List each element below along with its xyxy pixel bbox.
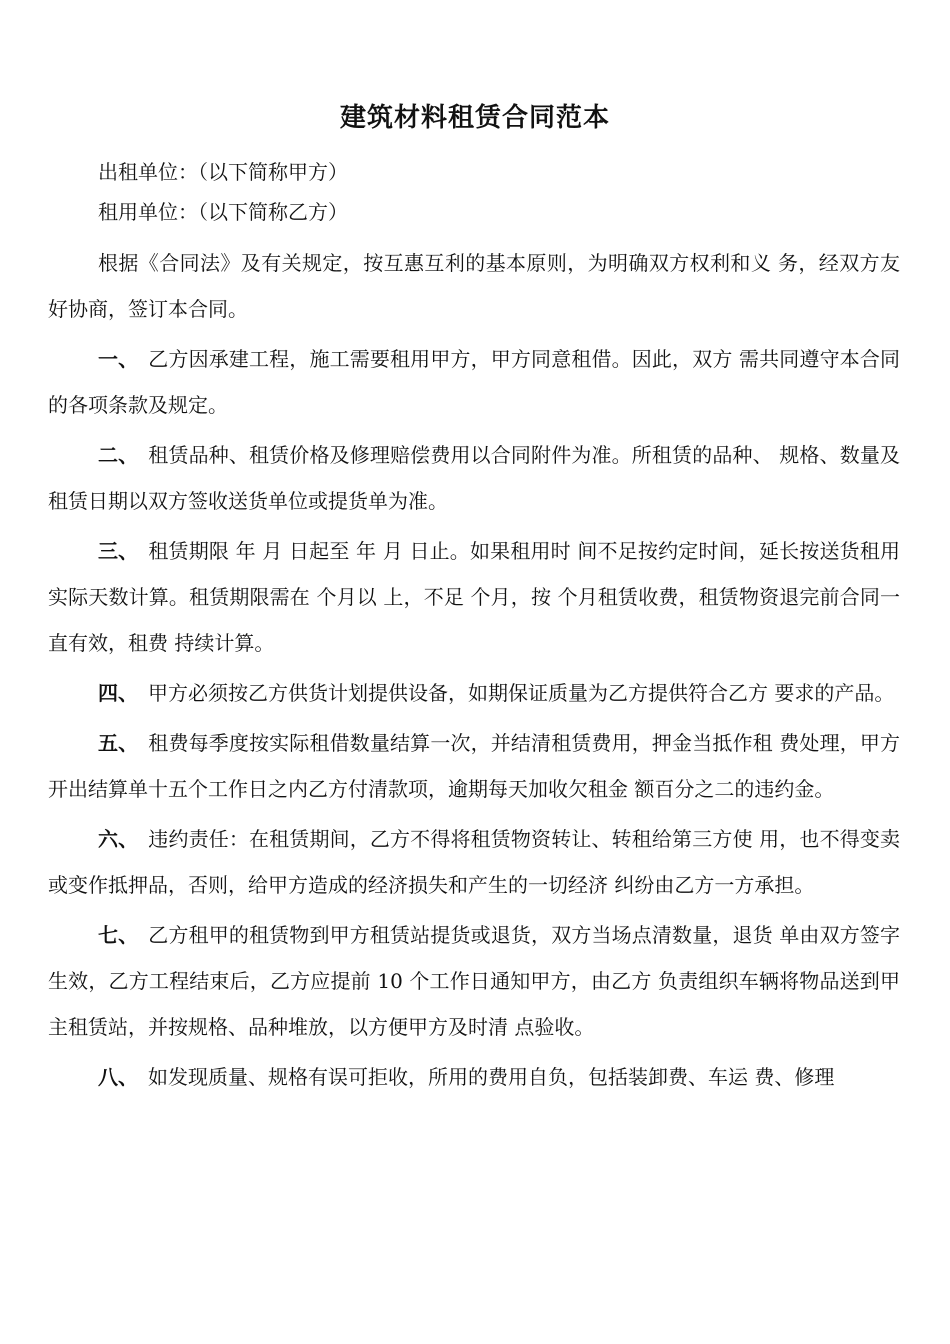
- lessee-line: 租用单位：（以下简称乙方）: [98, 200, 348, 224]
- clause-1: [48, 336, 900, 428]
- clause-number: 五、: [98, 731, 139, 755]
- clause-text: 如发现质量、规格有误可拒收，所用的费用自负，包括装卸费、车运 费、修理: [148, 1065, 835, 1089]
- clause-text: 租赁品种、租赁价格及修理赔偿费用以合同附件为准。所租赁的品种、 规格、数量及租赁日期以双方签收送货单位或提货单为准。: [48, 443, 901, 513]
- clause-number: 二、: [98, 443, 139, 467]
- clause-5: [48, 720, 900, 812]
- clause-7: [48, 912, 900, 1050]
- clause-number: 一、: [98, 347, 139, 371]
- clause-text: 租赁期限 年 月 日起至 年 月 日止。如果租用时 间不足按约定时间，延长按送货租用实际天数计算。租赁期限需在 个月以 上，不足 个月，按 个月租赁收费，租赁物资退完前合同一直有效，租费 持续计算。: [48, 539, 900, 655]
- clause-4: [48, 670, 900, 716]
- document-title: 建筑材料租赁合同范本: [339, 103, 610, 133]
- clause-6: [48, 816, 900, 908]
- clause-number: 四、: [98, 681, 138, 705]
- lessor-line: 出租单位：（以下简称甲方）: [98, 160, 348, 184]
- clause-number: 三、: [98, 539, 139, 563]
- clause-text: 租费每季度按实际租借数量结算一次，并结清租赁费用，押金当抵作租 费处理，甲方开出结算单十五个工作日之内乙方付清款项，逾期每天加收欠租金 额百分之二的违约金。: [48, 731, 901, 801]
- clause-3: [48, 528, 900, 666]
- clause-2: [48, 432, 900, 524]
- clause-number: 八、: [98, 1065, 138, 1089]
- preamble-paragraph: 根据《合同法》及有关规定，按互惠互利的基本原则，为明确双方权利和义 务，经双方友好协商，签订本合同。: [48, 251, 900, 321]
- contract-body: [48, 240, 900, 1104]
- clause-8: [48, 1054, 900, 1100]
- clause-number: 六、: [98, 827, 139, 851]
- clause-text: 违约责任：在租赁期间，乙方不得将租赁物资转让、转租给第三方使 用，也不得变卖或变作抵押品，否则，给甲方造成的经济损失和产生的一切经济 纠纷由乙方一方承担。: [48, 827, 901, 897]
- clause-text: 乙方因承建工程，施工需要租用甲方，甲方同意租借。因此，双方 需共同遵守本合同的各项条款及规定。: [48, 347, 901, 417]
- clause-number: 七、: [98, 923, 139, 947]
- clause-text: 乙方租甲的租赁物到甲方租赁站提货或退货，双方当场点清数量，退货 单由双方签字生效，乙方工程结束后，乙方应提前 10 个工作日通知甲方，由乙方 负责组织车辆将物品送到甲主租赁站，并按规格、品种堆放，以方便甲方及时清 点验收。: [48, 923, 901, 1039]
- clause-text: 甲方必须按乙方供货计划提供设备，如期保证质量为乙方提供符合乙方 要求的产品。: [148, 681, 895, 705]
